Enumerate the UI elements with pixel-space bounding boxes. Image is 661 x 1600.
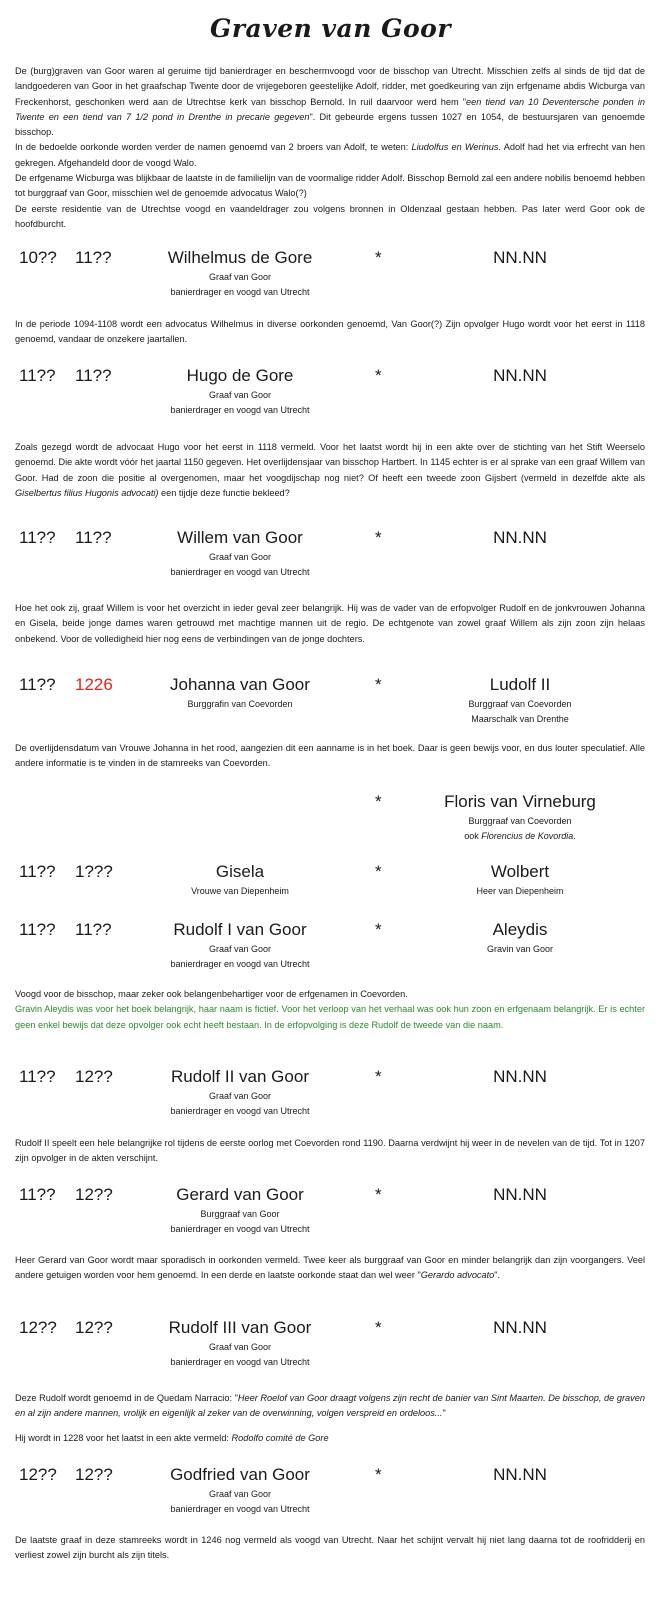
spouse-name: Floris van Virneburg [444, 792, 596, 811]
death-year: 12?? [75, 1067, 113, 1086]
birth-year: 11?? [19, 1185, 56, 1204]
intro-paragraph-3: De erfgename Wicburga was blijkbaar de laatste in de familielijn van de voormalige ridder Adolf. Bisschop Bernold zal een andere nobilis benoemd hebben tot burggraaf van Goor, misschien wel de genoemde advocatus Walo(?) [15, 173, 645, 199]
marriage-star: * [375, 366, 382, 385]
marriage-star: * [375, 675, 382, 694]
genealogy-entry [0, 862, 661, 882]
note-1: In de periode 1094-1108 wordt een advocatus Wilhelmus in diverse oorkonden genoemd, Van Goor(?) Zijn opvolger Hugo wordt voor het eerst in 1118 genoemd, vandaar de onzekere jaartallen. [15, 319, 645, 345]
birth-year: 11?? [19, 675, 56, 694]
genealogy-entry [0, 1465, 661, 1485]
spouse-titles: Burggraaf van Coevorden ook Florencius de Kovordia. [464, 816, 576, 841]
intro-paragraph-1: De (burg)graven van Goor waren al geruime tijd banierdrager en beschermvoogd voor de bisschop van Utrecht. Misschien zelfs al sinds de tijd dat de landgoederen van Goor in het graafschap Twente door de vrijegeboren geestelijke Adolf, ridder, met goedkeuring van zijn erfgename abdis Wicburga van Freckenhorst, geschonken werd aan de Utrechtse kerk van bisschop Bernold. In ruil daarvoor werd hem "een tiend van 10 Deventersche ponden in Twente en een tiend van 7 1/2 pond in Drenthe in precarie gegeven". Dit gebeurde ergens tussen 1027 en 1054, de bestuursjaren van genoemde bisschop. [15, 66, 645, 138]
birth-year: 11?? [19, 862, 56, 881]
person-name: Rudolf III van Goor [168, 1318, 312, 1337]
genealogy-entry [0, 1185, 661, 1205]
spouse-name: NN.NN [493, 1465, 547, 1484]
fiction-note: Gravin Aleydis was voor het boek belangrijk, haar naam is fictief. Voor het verloop van het verhaal was ook hun zoon en erfgenaam belangrijk. Er is echter geen enkel bewijs dat deze opvolger ook echt heeft bestaan. In de erfopvolging is deze Rudolf de tweede van die naam. [15, 1004, 645, 1030]
spouse-titles: Gravin van Goor [486, 944, 554, 954]
person-name: Johanna van Goor [170, 675, 310, 694]
marriage-star: * [375, 920, 382, 939]
spouse-titles: Heer van Diepenheim [476, 886, 564, 896]
death-year: 1??? [75, 862, 113, 881]
marriage-star: * [375, 528, 382, 547]
marriage-star: * [375, 1318, 382, 1337]
person-titles: Graaf van Goor banierdrager en voogd van Utrecht [170, 272, 310, 297]
note-7: Heer Gerard van Goor wordt maar sporadisch in oorkonden vermeld. Twee keer als burggraaf van Goor en minder belangrijk dan zijn voorgangers. Veel andere getuigen worden voor hem genoemd. In een derde en laatste oorkonde staat dan wel weer "Gerardo advocato". [15, 1255, 645, 1281]
birth-year: 11?? [19, 920, 56, 939]
genealogy-entry [0, 675, 661, 695]
spouse-name: NN.NN [493, 1185, 547, 1204]
birth-year: 12?? [19, 1465, 57, 1484]
marriage-star: * [375, 1185, 382, 1204]
spouse-name: Wolbert [490, 862, 550, 881]
person-titles: Burggrafin van Coevorden [187, 699, 293, 709]
spouse-name: NN.NN [493, 528, 547, 547]
death-year: 11?? [75, 248, 112, 267]
genealogy-entry [0, 1067, 661, 1087]
note-2: Zoals gezegd wordt de advocaat Hugo voor het eerst in 1118 vermeld. Voor het laatst wordt hij in een akte over de stichting van het Stift Weerselo genoemd. Die akte wordt vóór het jaartal 1150 gegeven. Het overlijdensjaar van bisschop Hartbert. In 1145 echter is er al sprake van een graaf Willem van Goor. Had de zoon die positie al overgenomen, maar het voogdijschap nog niet? Of heeft een tweede zoon Gijsbert (vermeld in dezelfde akte als Giselbertus filius Hugonis advocati) een tijdje deze functie bekleed? [15, 442, 645, 498]
person-name: Gerard van Goor [176, 1185, 304, 1204]
marriage-star: * [375, 1067, 382, 1086]
person-name: Godfried van Goor [170, 1465, 310, 1484]
death-year: 12?? [75, 1318, 113, 1337]
spouse-name: NN.NN [493, 248, 547, 267]
note-4: De overlijdensdatum van Vrouwe Johanna in het rood, aangezien dit een aanname is in het boek. Daar is geen bewijs voor, en dus louter speculatief. Alle andere informatie is te vinden in de stamreeks van Coevorden. [15, 743, 645, 769]
note-5: Voogd voor de bisschop, maar zeker ook belangenbehartiger voor de erfgenamen in Coevorden. Gravin Aleydis was voor het boek belangrijk, haar naam is fictief. Voor het verloop van het verhaal was ook hun zoon en erfgenaam belangrijk. Er is echter geen enkel bewijs dat deze opvolger ook echt heeft bestaan. In de erfopvolging is deze Rudolf de tweede van die naam. [15, 987, 645, 1033]
death-year: 1226 [75, 675, 113, 694]
death-year: 11?? [75, 920, 112, 939]
birth-year: 11?? [19, 366, 56, 385]
person-name: Wilhelmus de Gore [167, 248, 313, 267]
spouse-name: Ludolf II [489, 675, 551, 694]
person-name: Gisela [215, 862, 265, 881]
note-8: Deze Rudolf wordt genoemd in de Quedam Narracio: "Heer Roelof van Goor draagt volgens zijn recht de banier van Sint Maarten. De bisschop, de graven en al zijn andere mannen, vrolijk en eigenlijk al zeker van de overwinning, volgen verspreid en ordeloos..." [15, 1393, 645, 1419]
note-9: Hij wordt in 1228 voor het laatst in een akte vermeld: Rodolfo comité de Gore [15, 1433, 329, 1443]
spouse-name: NN.NN [493, 1318, 547, 1337]
person-titles: Graaf van Goor banierdrager en voogd van Utrecht [170, 944, 310, 969]
spouse-name: NN.NN [493, 366, 547, 385]
marriage-star: * [375, 862, 382, 881]
intro-paragraph-2: In de bedoelde oorkonde worden verder de namen genoemd van 2 broers van Adolf, te weten: Liudolfus en Werinus. Adolf had het via erfrecht van hen gekregen. Afgehandeld door de voogd Walo. [15, 142, 645, 168]
person-name: Hugo de Gore [186, 366, 294, 385]
death-year: 11?? [75, 366, 112, 385]
note-10: De laatste graaf in deze stamreeks wordt in 1246 nog vermeld als voogd van Utrecht. Naar het schijnt vervalt hij niet lang daarna tot de roofridderij en verliest zowel zijn burcht als zijn titels. [15, 1535, 645, 1561]
person-titles: Graaf van Goor banierdrager en voogd van Utrecht [170, 1091, 310, 1116]
spouse-name: NN.NN [493, 1067, 547, 1086]
marriage-star: * [375, 792, 382, 811]
person-titles: Graaf van Goor banierdrager en voogd van Utrecht [170, 552, 310, 577]
person-titles: Graaf van Goor banierdrager en voogd van Utrecht [170, 390, 310, 415]
genealogy-entry [0, 920, 661, 940]
page-title: Graven van Goor [209, 14, 451, 43]
birth-year: 11?? [19, 1067, 56, 1086]
genealogy-entry [0, 248, 661, 268]
genealogy-entry [0, 366, 661, 386]
note-3: Hoe het ook zij, graaf Willem is voor het overzicht in ieder geval zeer belangrijk. Hij was de vader van de erfopvolger Rudolf en de jonkvrouwen Johanna en Gisela, beide jonge dames waren getrouwd met machtige mannen uit de regio. De echtgenote van zowel graaf Willem als zijn zoon zijn helaas onbekend. Voor de volledigheid hier nog eens de verbindingen van de jonge dochters. [15, 603, 645, 644]
genealogy-entry [0, 1318, 661, 1338]
birth-year: 10?? [19, 248, 57, 267]
intro-text [15, 64, 645, 232]
person-titles: Burggraaf van Goor banierdrager en voogd van Utrecht [170, 1209, 310, 1234]
person-name: Rudolf II van Goor [171, 1067, 309, 1086]
person-name: Rudolf I van Goor [173, 920, 307, 939]
person-titles: Graaf van Goor banierdrager en voogd van Utrecht [170, 1489, 310, 1514]
person-name: Willem van Goor [177, 528, 303, 547]
genealogy-entry [0, 792, 661, 812]
note-6: Rudolf II speelt een hele belangrijke rol tijdens de eerste oorlog met Coevorden rond 1190. Daarna verdwijnt hij weer in de nevelen van de tijd. Tot in 1207 zijn opvolger in de akten verschijnt. [15, 1138, 645, 1164]
genealogy-entry [0, 528, 661, 548]
death-year: 12?? [75, 1185, 113, 1204]
spouse-name: Aleydis [492, 920, 548, 939]
marriage-star: * [375, 248, 382, 267]
death-year: 12?? [75, 1465, 113, 1484]
death-year: 11?? [75, 528, 112, 547]
person-titles: Vrouwe van Diepenheim [191, 886, 289, 896]
intro-paragraph-4: De eerste residentie van de Utrechtse voogd en vaandeldrager zou volgens bronnen in Oldenzaal gestaan hebben. Pas later werd Goor ook de hoofdburcht. [15, 203, 645, 229]
person-titles: Graaf van Goor banierdrager en voogd van Utrecht [170, 1342, 310, 1367]
birth-year: 12?? [19, 1318, 57, 1337]
marriage-star: * [375, 1465, 382, 1484]
spouse-titles: Burggraaf van Coevorden Maarschalk van Drenthe [468, 699, 572, 724]
birth-year: 11?? [19, 528, 56, 547]
